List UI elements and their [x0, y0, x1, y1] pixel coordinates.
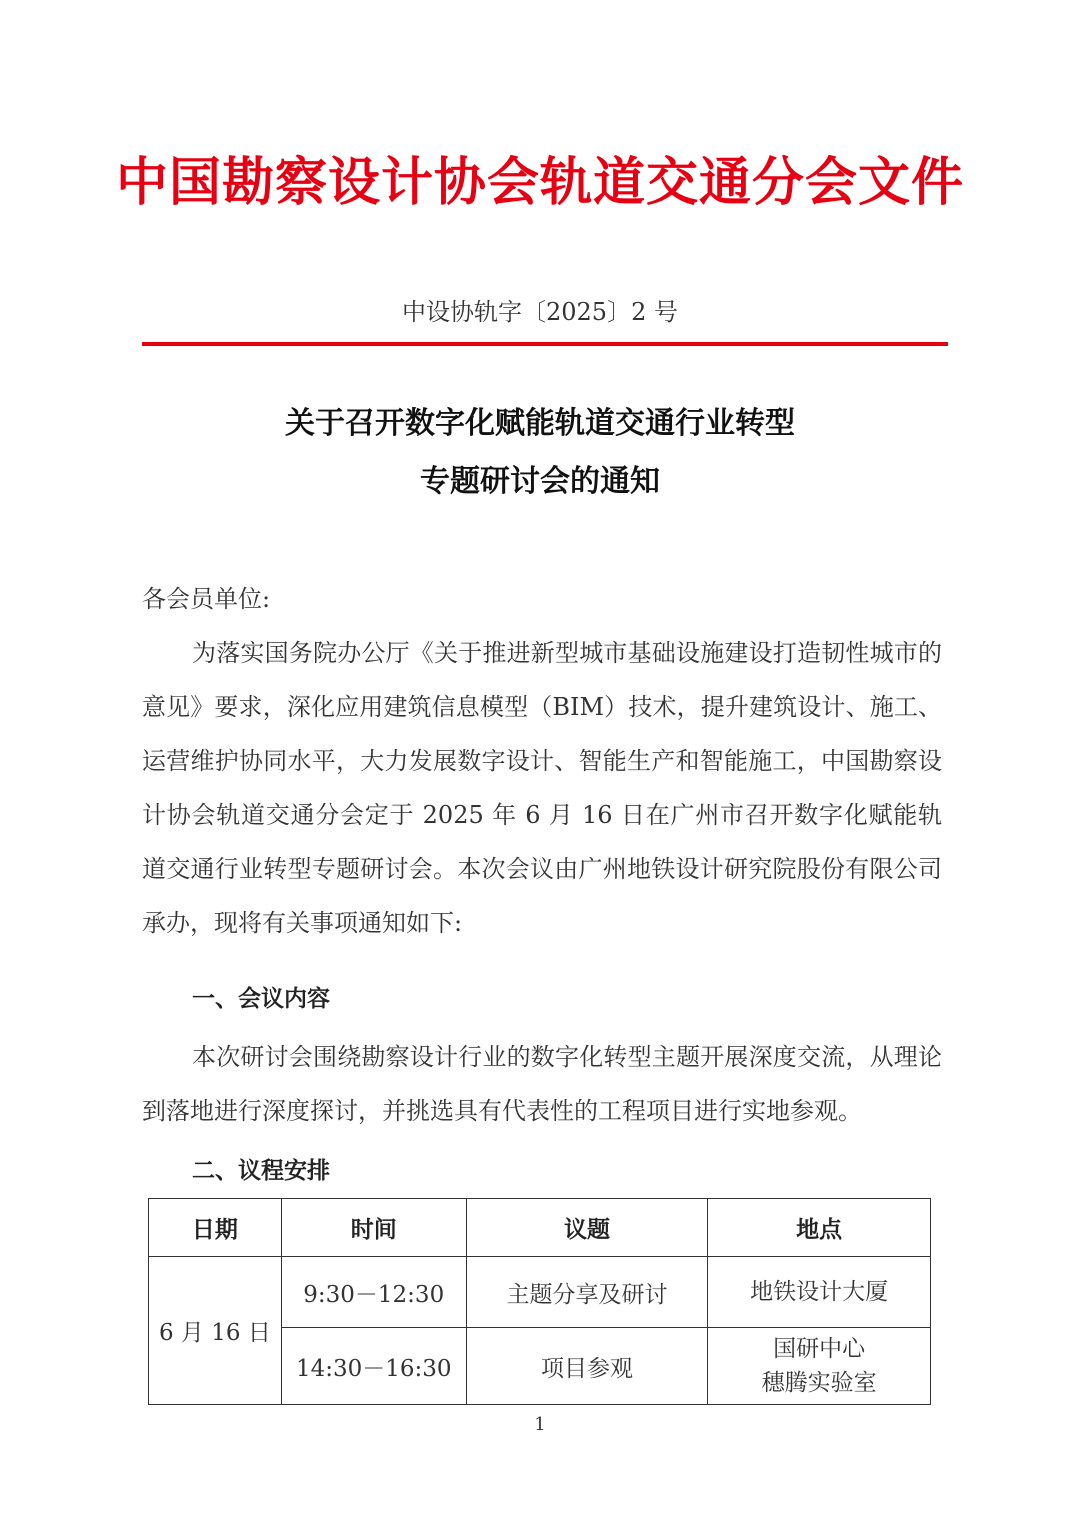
- header-date: 日期: [149, 1199, 282, 1257]
- meeting-content-paragraph: 本次研讨会围绕勘察设计行业的数字化转型主题开展深度交流，从理论到落地进行深度探讨，并挑选具有代表性的工程项目进行实地参观。: [142, 1043, 942, 1125]
- table-row: [149, 1257, 931, 1328]
- location-line: 国研中心: [773, 1336, 866, 1362]
- header-location: 地点: [708, 1199, 931, 1257]
- cell-location: [708, 1328, 931, 1405]
- location-line: 穗腾实验室: [761, 1370, 877, 1396]
- document-number: 中设协轨字〔2025〕2 号: [402, 298, 678, 326]
- salutation: 各会员单位:: [142, 585, 271, 613]
- cell-topic: 主题分享及研讨: [466, 1257, 708, 1328]
- cell-topic: 项目参观: [466, 1328, 708, 1405]
- header-topic: 议题: [466, 1199, 708, 1257]
- header-time: 时间: [281, 1199, 466, 1257]
- cell-time: 9:30－12:30: [281, 1257, 466, 1328]
- document-header-title: 中国勘察设计协会轨道交通分会文件: [115, 152, 964, 213]
- location-line: 地铁设计大厦: [750, 1279, 889, 1305]
- section-heading-meeting-content: 一、会议内容: [192, 986, 330, 1012]
- page-number: 1: [534, 1414, 546, 1435]
- cell-date: 6 月 16 日: [149, 1257, 282, 1405]
- cell-location: [708, 1257, 931, 1328]
- cell-time: 14:30－16:30: [281, 1328, 466, 1405]
- section-heading-agenda: 二、议程安排: [192, 1158, 330, 1184]
- red-divider-line: [142, 342, 948, 346]
- intro-paragraph: 为落实国务院办公厅《关于推进新型城市基础设施建设打造韧性城市的意见》要求，深化应用建筑信息模型（BIM）技术，提升建筑设计、施工、运营维护协同水平，大力发展数字设计、智能生产和智能施工，中国勘察设计协会轨道交通分会定于 2025 年 6 月 16 日在广州市召开数字化赋能轨道交通行业转型专题研讨会。本次会议由广州地铁设计研究院股份有限公司承办，现将有关事项通知如下:: [142, 639, 942, 937]
- notice-title-line-1: 关于召开数字化赋能轨道交通行业转型: [285, 406, 795, 441]
- agenda-table: [148, 1198, 931, 1405]
- agenda-header-row: [149, 1199, 931, 1257]
- notice-title-line-2: 专题研讨会的通知: [420, 464, 660, 499]
